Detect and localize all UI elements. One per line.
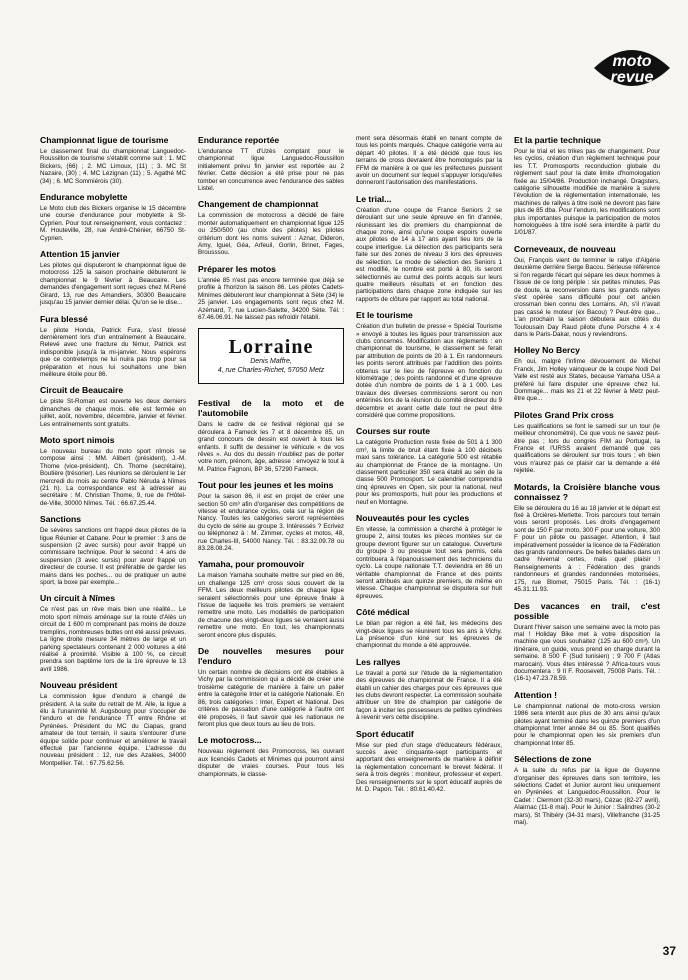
article-body: Eh oui, malgré l'infime dévouement de Michel Franck, Jim Holley vainqueur de la coupe Nodi Del Valle est resté aux States, because Yamaha USA a préféré lui faire disputer une épreuve chez lui. Dommage... mais les 21 et 22 février à Metz peut-être que... [514,358,660,403]
article [40,385,186,428]
article-body: Elle se déroulera du 16 au 18 janvier et le départ est fixé à Orcières-Merlette. Trois parcours tout terrain vous seront proposés. Les droits d'engagement sont de 150 F par moto, 300 F pour une voiture, 300 F pour un pilote ou passager. Attention, il faut impérativement posséder la licence de la Fédération des grands randonneurs. De belles balades dans un cadre hivernal certes, mais quel plaisir ! Renseignements à : Fédération des grands randonneurs et grandes randonnées motorisées, 175, rue Blomet, 75015 Paris. Tél. : (16-1) 45.31.11.93. [514,504,660,594]
article-heading: Endurance reportée [198,135,280,145]
article [198,735,344,778]
article-body: La catégorie Production reste fixée de 501 à 1 300 cm³, la limite de bruit étant fixée à 100 décibels maxi sans tolérance. La catégorie 500 est rétablie au championnat de France de la montagne. Un classement particulier 350 sera établi au sein de la classe 500 Promosport. Le calendrier comprendra cinq épreuves en Open, six pour la national, neuf pour les promosports, huit pour les productions et neuf en Montagne. [356,439,502,506]
article-body: Oui, François vient de terminer le rallye d'Algérie deuxième derrière Serge Bacou. Sérieuse référence si l'on regarde l'écart qui sépare les deux hommes à l'issue de ce long périple : six petites minutes. Pas de doute, la reconversion dans les grands rallyes s'est opérée sans difficulté pour cet ancien crossman bien connu des Lorrains. Ah, s'il n'avait pas cassé le moteur (ex Bacou) ? Peut-être que... L'an prochain la saison débutera aux côtés du Toulousain Day Raud pilote d'une Porsche 4 x 4 dans le Paris-Dakar, nous y reviendrons. [514,256,660,338]
article-body: Durant l'hiver saison une semaine avec la moto pas mal ! Holiday Bike met à votre disposition la machine que vous souhaitez (125 au 600 cm³). Un itinéraire, un guide, vous prend en charge durant la semaine. 8 500 F (Sud tunisien) ; 9 700 F (Atlas marocain). Vous êtes intéressé ? Africa-tours vous documentera : 9 Il F. Roosevelt, 75008 Paris. Tél. : (16-1) 47.23.78.59. [514,623,660,683]
article-body: Le Moto club des Bickers organise le 15 décembre une course d'endurance pour mobylette à St-Cyprien. Pour tout renseignement, vous contactez : M. Houteville, 28, rue André-Chénier, 66750 St-Cyprien. [40,205,186,242]
article-body: En vitesse, la commission a cherché à protéger le groupe 2, ainsi toutes les pièces montées sur ce groupe devront figurer sur un catalogue. Ouverture du groupe 3 ou presque tout sera permis, cela contribuera à l'épanouissement des techniciens du cyclo. La coupe nationale T.T. deviendra en 86 un véritable championnat de France et des points seront attribués aux quinze premiers, de même en vitesse. Chaque championnat se disputera sur huit épreuves. [356,526,502,600]
article [198,480,344,552]
article-body: ment sera désormais établi en tenant compte de tous les points marqués. Chaque catégorie verra au départ 40 pilotes. Il a été décidé que tous les terrains de cross devraient être homologués par la FFM de manière à ce que les préfectures puissent avoir un document sur lequel s'appuyer lorsqu'elles donneront l'autorisation des manifestations. [356,135,502,187]
article-body: Le piste St-Roman est ouverte les deux derniers dimanches de chaque mois. elle est fermée en juillet, août, novembre, décembre, janvier et février. Les entraînements sont gratuits. [40,398,186,428]
article [514,482,660,594]
article-heading: Sanctions [40,514,82,525]
article [356,513,502,600]
article-heading: Côté médical [356,607,410,618]
article [40,192,186,242]
article-heading: Le trial... [356,193,392,204]
article-body: Ce n'est pas un rêve mais bien une réalité... Le moto sport nîmois aménage sur la route d'Alès un circuit de 1 600 m comprenant pas moins de douze tremplins, nombreuses buttes ont été aussi prévues. La ligne droite mesure 34 mètres de large et un parking spectateurs contenant 2 000 voitures a été réalisé à proximité. Visible à 100 %, ce circuit prendra son baptême lors de la 1re épreuve le 13 avril 1986. [40,606,186,673]
article [198,559,344,639]
article-body: Dans le cadre de ce festival régional qui se déroulera à Fameck les 7 et 8 décembre 85, un grand concours de dessin est ouvert à tous les enfants. Il suffit de dessiner le véhicule « de vos rêves ». Au dos du dessin n'oubliez pas de porter votre nom, prénom, âge, adresse : envoyez le tout à M. Patrice Fagnoni, BP 36, 57290 Fameck. [198,421,344,473]
article-heading: Attention ! [514,689,557,700]
box-title: Lorraine [228,336,314,359]
article-body: Le pilote Honda, Patrick Fura, s'est blessé dernièrement lors d'un entraînement à Beaucaire. Relevé avec une fracture du fémur, Patrick est indisponible jusqu'à la mi-janvier. Nous espérons que ce contretemps ne lui nuira pas trop pour sa préparation et nous lui souhaitons une bien meilleure étoile pour 86. [40,326,186,378]
article-body: Nouveau règlement des Promocross, les ouvrant aux licenciés Cadets et Minimes qui pourront ainsi disputer de vraies courses. Pour tous les championnats, le classe- [198,748,344,778]
article [40,593,186,673]
box-contact-address: 4, rue Charles-Richet, 57050 Metz [217,366,325,374]
logo-text-line1: moto [612,53,652,70]
article-heading: Moto sport nimois [40,434,115,445]
article-heading: Les rallyes [356,656,401,667]
article-heading: Attention 15 janvier [40,249,120,260]
article-heading: Sport éducatif [356,728,414,739]
article-heading: Des vacances en trail, c'est possible [514,600,660,621]
article-heading: Yamaha, pour promouvoir [198,559,305,570]
article [198,398,344,473]
article-heading: Nouveautés pour les cycles [356,513,470,524]
article-body: De sévères sanctions ont frappé deux pilotes de la ligue Réunier et Cabane. Pour le premier : 3 ans de suspension (2 avec sursis) pour avoir frappé un commissaire technique. Pour le second : 4 ans de suspension (3 avec sursis) pour avoir frappé un directeur de course. Il est préférable de garder les mains dans les poches... ou de pratiquer un autre sport, la boxe par exemple... [40,527,186,587]
article [514,690,660,747]
article [198,646,344,728]
article-body: Un certain nombre de décisions ont été établies à Vichy par la commission qui a décidé de créer une troisième catégorie de manière à faire un palier entre la catégorie Inter et la catégorie Nationale. En 86, trois catégories : Inter, Expert et National. Des critères de passation d'une catégorie à l'autre ont été proposés, il faut savoir que les nationaux ne feront plus que deux tours au lieu de trois. [198,669,344,728]
article [356,729,502,794]
article-body: Les pilotes qui disputeront le championnat ligue de motocross 125 la saison prochaine débuteront le championnat le 9 février à Beaucaire. Les demandes d'engagement sont reçues chez M.René Girard, 13, rue des Amandiers, 30300 Beaucaire jusqu'au 15 janvier dernier délai. Qu'on se le dise... [40,262,186,307]
article [514,135,660,237]
article [40,514,186,586]
article-body: La maison Yamaha souhaite mettre sur pied en 86, un challenge 125 cm³ cross sous couvert de la FFM. Les deux meilleurs pilotes de chaque ligue seraient sélectionnés pour une épreuve finale à l'issue de laquelle les trois premiers se verraient remettre une moto. Les modalités de participation de chacune des vingt-deux ligues se verraient aussi remettre une moto. En tout, les championnats seront encore plus disputés. [198,572,344,639]
article [356,135,502,187]
article [356,657,502,722]
article-body: Pour le trial et les trikes pas de changement. Pour les cyclos, création d'un règlement technique pour les T.T. Promosports reconduction globale du règlement sauf pour la date limite d'homologation fixée au 15/04/86. Production inchangé. Dragsters, catégorie silhouette modifiée de manière à suivre l'évolution de la réglementation internationale, les machines de rallyes à titre isolé ne devront pas faire plus de 85 dba. Pour l'enduro, les modifications sont plus importantes puisque la participation de motos homologuées à titre isolé sera interdite à partir du 1/01/87. [514,148,660,237]
column-3 [356,135,502,800]
article-heading: Endurance mobylette [40,192,128,203]
article [514,410,660,475]
article [514,244,660,338]
page-number: 37 [662,944,676,958]
article [356,194,502,303]
article [40,435,186,507]
article-body: Le travail a porté sur l'étude de la réglementation des épreuves de championnat de France. Il a été établi un cahier des charges pour ces épreuves que les clubs devront respecter. La commission souhaite attribuer un titre de champion par catégorie de façon à inciter les possesseurs de petites cylindrées à revenir vers cette discipline. [356,669,502,722]
article [198,135,344,192]
article-heading: Circuit de Beaucaire [40,385,124,396]
article [40,680,186,767]
article [356,426,502,506]
article-heading: Nouveau président [40,680,118,691]
article-body: Création d'un bulletin de presse « Spécial Tourisme » envoyé à toutes les ligues pour transmission aux clubs concernés. Modification aux règlements : en championnat de tourisme, le classement se ferait par attribution de points de 20 à 1. En randonneurs les points seront attribués par l'addition des points obtenus sur le lieu de l'épreuve en fonction du kilométrage ; des points randonné et d'une épreuve dotée d'un nombre de points de 1 à 1 000. Les travaux des diverses commissions seront ou non entérinés lors de la réunion du comité directeur du 9 décembre et avant cette date tout ne peut être considéré que comme propositions. [356,323,502,419]
article [198,264,344,321]
article-heading: Fura blessé [40,313,88,324]
article [40,314,186,379]
article-heading: Préparer les motos [198,263,276,274]
column-2 [198,135,344,785]
article-heading: Sélections de zone [514,754,592,765]
moto-revue-logo [588,38,676,98]
article-heading: Et le tourisme [356,310,413,321]
article [40,249,186,306]
article-heading: Courses sur route [356,426,431,437]
article [514,601,660,683]
article-body: Les qualifications se font le samedi sur un tour (le meilleur chronométré). Ce que vous ne savez peut-être pas ; lors du congrès FIM au Portugal, la France et l'URSS avaient demandé que ces qualifications se déroulent sur trois tours ; eh bien vous n'aurez pas ce plaisir car la demande a été rejetée. [514,422,660,475]
article-heading: Corneveaux, de nouveau [514,243,616,254]
article-body: Pour la saison 86, il est en projet de créer une section 50 cm³ afin d'organiser des compétitions de vitesse et endurance cyclos, cela sur la région de Nancy. Toutes les catégories seront représentées du cyclo de série au groupe 3. Intéressés ? Ecrivez ou téléphonez à : M. Zimmer, cycles et motos, 48, rue Charles-III, 54000 Nancy. Tél. : 83.32.09.78 ou 83.28.08.24. [198,493,344,552]
article-body: La commission ligue d'enduro a changé de président. A la suite du retrait de M. Alle, la ligue a élu à l'unanimité M. Augsbourg pour s'occuper de l'enduro et de l'endurance TT entre Rhône et Pyrénées. Président du MC du Ciapas, grand amateur de tout terrain, il saura s'entourer d'une équipe solide pour continuer et améliorer le travail effectué par l'ancienne équipe. L'adresse du nouveau président : 12, rue des Azalées, 34000 Montpellier. Tél. : 67.75.62.56. [40,693,186,767]
article-body: Le classement final du championnat Languedoc-Roussillon de tourisme s'établit comme suit : 1. MC Bickers, (66) ; 2. MC Limoux, (11) ; 3. MC St Nazaire, (30) ; 4. MC Lézignan (11) ; 5. Agathé MC (34) ; 6. MC Sommiérois (30). [40,148,186,185]
article-body: A la suite du refus par la ligue de Guyenne d'organiser des épreuves dans son territoire, les sélections Cadet et Junior auront lieu uniquement en Pyrénées et Languedoc-Roussillon. Pour le Cadet : Clermont (32-30 mars), Cézac (82-27 avril), Alairnac (11-8 mai). Pour le Junior : Salindres (30-2 mars), St Thibéry (34-31 mars), Villefranche (31-25 mai). [514,767,660,827]
article [40,135,186,185]
column-1 [40,135,186,774]
article-heading: Motards, la Croisière blanche vous connaissez ? [514,481,660,502]
article-body: La commission de motocross a décidé de faire monter automatiquement en championnat ligue 125 ou 250/500 (au choix des pilotes) les pilotes critérium dont les noms suivent : Aznar, Dideron, Amy, Iguel, Géa, Arfeuil, Gorlin, Brinet, Fages, Brousssou. [198,212,344,257]
article-heading: Un circuit à Nîmes [40,593,115,604]
article [514,754,660,826]
article-heading: Tout pour les jeunes et les moins [198,480,334,491]
article-heading: Changement de championnat [198,199,319,210]
article-heading: De nouvelles mesures pour l'enduro [198,646,344,667]
article [514,345,660,402]
article-heading: Holley No Bercy [514,345,580,356]
article-body: L'année 85 n'est pas encore terminée que déjà se profile à l'horizon la saison 86. Les pilotes Cadets-Minimes débuteront leur championnat à Sète (34) le 25 janvier. Les engagements sont reçus chez M. Azémard, 7, rue Lucien-Salette, 34200 Sète. Tél. : 67.46.06.91. Ne laissez pas refroidir l'établi. [198,276,344,321]
box-contact-name: Denis Maffre, [250,358,292,366]
article-heading: Le motocross... [198,735,262,746]
article-heading: Championnat ligue de tourisme [40,135,169,145]
article-body: Le nouveau bureau du moto sport nîmois se compose ainsi : MM. Alibert (président), J.-M. Thome (vice-président), Ch. Thome (secrétaire), Boutière (trésorier). Les réunions se déroulent le 1er mercredi du mois au centre Pablo Néruda à Nîmes (21 h). La correspondance est à adresser au secrétaire : M. Christian Thome, 9, rue de l'Hôtel-de-Ville, 30000 Nîmes. Tél. : 66.67.25.44. [40,447,186,507]
article-body: Mise sur pied d'un stage d'éducateurs fédéraux, succès avec cinquante-sept participants et apportant des enseignements de manière à définir la réglementation concernant le brevet fédéral. Il sera à trois degrés : moniteur, professeur et expert. Des renseignements sur le sport éducatif auprès de M. D. Papon. Tél. : 80.61.40.42. [356,741,502,794]
article-body: Le bilan par région a été fait, les médecins des vingt-deux ligues se réunirent tous les ans à Vichy. La présence d'un kiné sur les épreuves de championnat du monde a été approuvée. [356,620,502,650]
article [356,607,502,650]
article-heading: Festival de la moto et de l'automobile [198,398,344,419]
article [198,199,344,256]
contact-box [198,328,344,384]
article-body: L'endurance TT d'Uzès comptant pour le championnat ligue Languedoc-Roussillon initialement prévu fin janvier est reportée au 2 février. Cette décision a été prise pour ne pas tomber en concurrence avec l'endurance des sables Listel. [198,148,344,193]
logo-text-line2: revue [610,69,654,86]
column-4 [514,135,660,833]
article-heading: Pilotes Grand Prix cross [514,409,614,420]
article-body: Le championnat national de moto-cross version 1986 sera interdit aux plus de 30 ans ainsi qu'aux pilotes ayant terminé dans les quinze premiers d'un championnat Inter année 84 ou 85. Sont qualifiés pour le championnat open les six premiers d'un championnat Inter 85. [514,702,660,747]
article-body: Création d'une coupe de France Seniors 2 se déroulant sur une seule épreuve en fin d'année, réunissant les dix premiers du championnat de chaque zone, ainsi qu'une coupe espoirs ouverte aux pilotes de 14 à 17 ans ayant lieu lors de la coupe interligue. La détection des participants sera faite sur des zones de niveau 3 lors des épreuves de sélection. Le mode de sélection des Seniors 1 est modifié, le nombre est porté à 80, ils seront sélectionnés au cumul des points acquis sur leurs quatre meilleurs résultats et en fonction des participations dans chaque zone indiquée sur les rapports de clôture par rapport au total national. [356,206,502,303]
article-heading: Et la partie technique [514,135,601,145]
article [356,310,502,419]
